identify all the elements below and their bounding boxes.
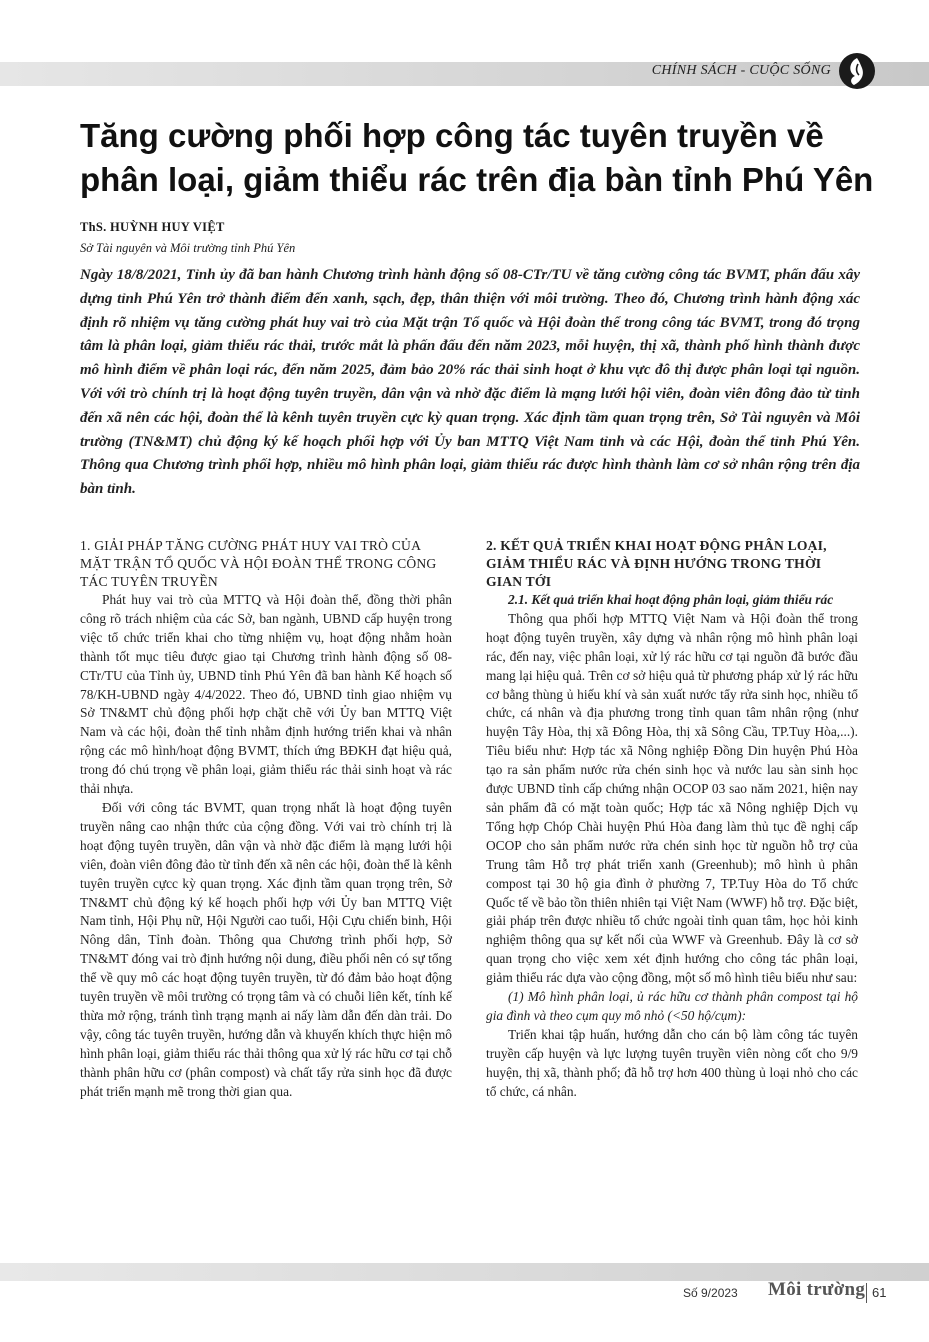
- author-name: ThS. HUỲNH HUY VIỆT: [80, 220, 225, 234]
- section-2-heading: 2. KẾT QUẢ TRIỂN KHAI HOẠT ĐỘNG PHÂN LOẠI, GIẢM THIỂU RÁC VÀ ĐỊNH HƯỚNG TRONG THỜI GIAN TỚI: [486, 538, 827, 589]
- author-affiliation: Sở Tài nguyên và Môi trường tỉnh Phú Yên: [80, 241, 296, 255]
- article-title: Tăng cường phối hợp công tác tuyên truyền về phân loại, giảm thiểu rác trên địa bàn tỉnh Phú Yên: [80, 117, 874, 198]
- issue-number: Số 9/2023: [683, 1286, 738, 1300]
- footer-divider: [866, 1283, 867, 1303]
- section-label: CHÍNH SÁCH - CUỘC SỐNG: [651, 63, 831, 78]
- right-column: [486, 537, 858, 1101]
- paragraph: Thông qua phối hợp MTTQ Việt Nam và Hội đoàn thể trong hoạt động tuyên truyền, xây dựng và nhân rộng mô hình phân loại rác, đến nay, việc phân loại, xử lý rác hữu cơ tại nguồn đã bước đầu mang lại hiệu quả. Trên cơ sở hiệu quả từ phương pháp xử lý rác hữu cơ bằng thùng ủ hiếu khí và sản xuất nước tẩy rửa sinh học, nhiều tổ chức, cá nhân và địa phương trong tỉnh quan tâm nhân rộng (như huyện Tây Hòa, thị xã Đông Hòa, thị xã Sông Cầu, TP.Tuy Hòa,...). Tiêu biểu như: Hợp tác xã Nông nghiệp Đồng Din huyện Phú Hòa tạo ra sản phẩm nước rửa chén sinh học và nước lau sàn sinh học được UBND tỉnh cấp chứng nhận OCOP 03 sao năm 2021, hiện nay sản phẩm đã có mặt toàn quốc; Hợp tác xã Nông nghiệp Dịch vụ Tổng hợp Chóp Chài huyện Phú Hòa đang làm thủ tục đề nghị cấp OCOP cho sản phẩm nước rửa chén sinh học từ nguồn hỗ trợ của Trung tâm Hỗ trợ phát triển xanh (Greenhub); mô hình ủ phân compost tại 30 hộ gia đình ở phường 7, TP.Tuy Hòa do Tổ chức Quốc tế về bảo tồn thiên nhiên tại Việt Nam (WWF) hỗ trợ. Đặc biệt, giải pháp trên được nhiều tổ chức ngoài tỉnh quan tâm, học hỏi kinh nghiệm thông qua sự kết nối của WWF và Greenhub. Đây là cơ sở quan trọng cho việc xem xét định hướng cho công tác phân loại, giảm thiểu rác dựa vào cộng đồng, một số mô hình tiêu biểu như sau:: [486, 610, 858, 986]
- paragraph: Triển khai tập huấn, hướng dẫn cho cán bộ làm công tác tuyên truyền cấp huyện và lực lượng tuyên truyền viên nòng cốt cho 9/9 huyện, thị xã, thành phố; đã hỗ trợ hơn 400 thùng ủ loại nhỏ cho các tổ chức, cá nhân.: [486, 1026, 858, 1099]
- left-column: [80, 537, 452, 1101]
- section-logo-icon: [838, 52, 876, 90]
- abstract: Ngày 18/8/2021, Tỉnh ủy đã ban hành Chương trình hành động số 08-CTr/TU về tăng cường công tác BVMT, phấn đấu xây dựng tỉnh Phú Yên trở thành điểm đến xanh, sạch, đẹp, thân thiện với môi trường. Theo đó, Chương trình hành động xác định rõ nhiệm vụ tăng cường phát huy vai trò của Mặt trận Tổ quốc và Hội đoàn thể trong công tác BVMT, trong đó trọng tâm là phân loại, giảm thiểu rác thải, trước mắt là phấn đấu đến năm 2023, mỗi huyện, thị xã, thành phố hình thành được mô hình điểm về phân loại rác, đến năm 2025, đảm bảo 20% rác thải sinh hoạt ở khu vực đô thị được phân loại tại nguồn. Với với trò chính trị là hoạt động tuyên truyền, dân vận và nhờ đặc điểm là mạng lưới hội viên, đoàn viên đông đảo từ tỉnh đến xã nên các hội, đoàn thể là kênh tuyên truyền cực kỳ quan trọng. Xác định tầm quan trọng trên, Sở Tài nguyên và Môi trường (TN&MT) chủ động ký kế hoạch phối hợp với Ủy ban MTTQ Việt Nam tỉnh và các Hội, đoàn thể tỉnh Phú Yên. Thông qua Chương trình phối hợp, nhiều mô hình phân loại, giảm thiểu rác được hình thành làm cơ sở nhân rộng trên địa bàn tỉnh.: [80, 267, 860, 498]
- page-number: 61: [872, 1285, 887, 1300]
- model-item-1: (1) Mô hình phân loại, ủ rác hữu cơ thành phân compost tại hộ gia đình và theo cụm quy mô nhỏ (<50 hộ/cụm):: [486, 989, 858, 1023]
- subsection-2-1-heading: 2.1. Kết quả triển khai hoạt động phân loại, giảm thiểu rác: [508, 592, 834, 607]
- magazine-name: Môi trường: [768, 1279, 866, 1300]
- section-1-heading: 1. GIẢI PHÁP TĂNG CƯỜNG PHÁT HUY VAI TRÒ CỦA MẶT TRẬN TỔ QUỐC VÀ HỘI ĐOÀN THỂ TRONG CÔNG TÁC TUYÊN TRUYỀN: [80, 538, 437, 589]
- paragraph: Đối với công tác BVMT, quan trọng nhất là hoạt động tuyên truyền nâng cao nhận thức của cộng đồng. Với vai trò chính trị là hoạt động tuyên truyền, dân vận và nhờ đặc điểm là mạng lưới hội viên, đoàn viên đông đảo từ tỉnh đến xã nên các hội, đoàn thể là kênh tuyên truyền cựcc kỳ quan trọng. Xác định tầm quan trọng trên, Sở TN&MT chủ động ký kế hoạch phối hợp với Ủy ban MTTQ Việt Nam tỉnh, Hội Phụ nữ, Hội Người cao tuổi, Hội Cựu chiến binh, Hội Nông dân, Tỉnh đoàn. Thông qua Chương trình phối hợp, Sở TN&MT đóng vai trò định hướng nội dung, điều phối nên có sự tổng thể về quy mô các hoạt động tuyên truyền, từ đó đảm bảo hoạt động tuyên truyền về môi trường có trọng tâm và có chuỗi liên kết, tính kế thừa mở rộng, tránh tình trạng mạnh ai nấy làm dẫn đến dàn trải. Do vậy, công tác tuyên truyền, hướng dẫn và khuyến khích thực hiện mô hình phân loại, giảm thiểu rác thải thông qua xử lý rác hữu cơ tại chỗ thành phân hữu cơ (phân compost) và chất tẩy rửa sinh học đã được phát triển mạnh mẽ trong thời gian qua.: [80, 799, 452, 1099]
- paragraph: Phát huy vai trò của MTTQ và Hội đoàn thể, đồng thời phân công rõ trách nhiệm của các Sở, ban ngành, UBND cấp huyện trong việc tổ chức triển khai cho từng nhiệm vụ, hoạt động nhằm hoàn thành tốt mục tiêu được giao tại Chương trình hành động số 08-CTr/TU của Tỉnh ủy, UBND tỉnh Phú Yên đã ban hành Kế hoạch số 78/KH-UBND ngày 4/4/2022. Theo đó, UBND tỉnh giao nhiệm vụ Sở TN&MT chủ động phối hợp chặt chẽ với Ủy ban MTTQ Việt Nam và các hội, đoàn thể tỉnh nhằm định hướng triển khai và nhân rộng các mô hình/hoạt động BVMT, thích ứng BĐKH đạt hiệu quả, trong đó chú trọng về phân loại, giảm thiểu rác thải sinh hoạt và rác thải nhựa.: [80, 592, 452, 797]
